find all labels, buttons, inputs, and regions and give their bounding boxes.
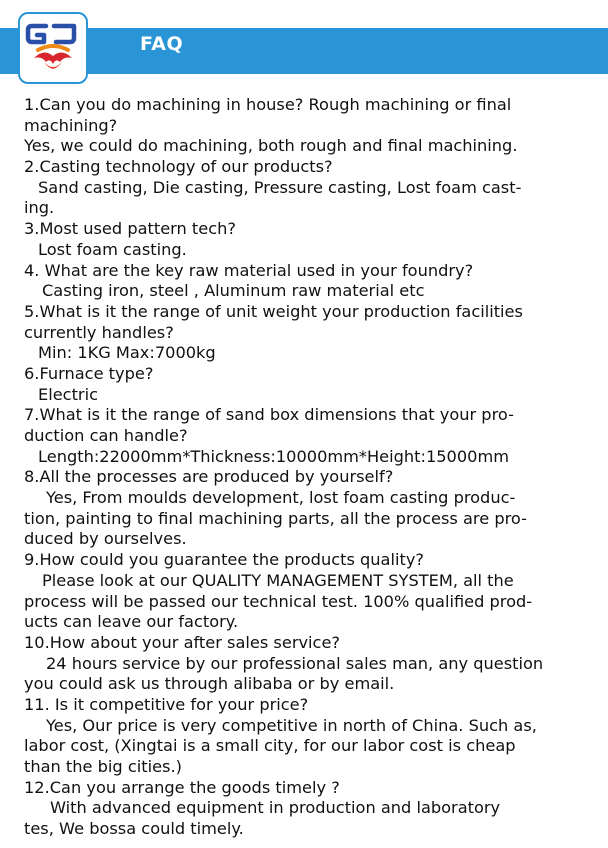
- faq-answer: you could ask us through alibaba or by email.: [24, 674, 395, 694]
- faq-question: 1.Can you do machining in house? Rough machining or final: [24, 95, 512, 114]
- faq-answer: Lost foam casting.: [38, 239, 187, 259]
- faq-question: 7.What is it the range of sand box dimensions that your pro-: [24, 405, 514, 425]
- page-title: FAQ: [140, 33, 184, 55]
- faq-question: 6.Furnace type?: [24, 363, 154, 383]
- company-logo-icon: [20, 14, 86, 82]
- faq-answer: Yes, Our price is very competitive in north of China. Such as,: [46, 715, 537, 735]
- faq-answer: duced by ourselves.: [24, 529, 187, 549]
- faq-question: 3.Most used pattern tech?: [24, 219, 236, 239]
- faq-answer: Length:22000mm*Thickness:10000mm*Height:15000mm: [38, 446, 509, 466]
- faq-question: machining?: [24, 115, 118, 135]
- header-banner: [0, 28, 608, 74]
- faq-answer: Electric: [38, 384, 98, 404]
- faq-answer: Please look at our QUALITY MANAGEMENT SYSTEM, all the: [42, 570, 514, 590]
- faq-question: 11. Is it competitive for your price?: [24, 694, 309, 714]
- logo-box: [18, 12, 88, 84]
- faq-question: 8.All the processes are produced by yourself?: [24, 467, 394, 487]
- faq-question: 2.Casting technology of our products?: [24, 157, 333, 177]
- faq-question: 4. What are the key raw material used in your foundry?: [24, 260, 474, 280]
- faq-question: duction can handle?: [24, 426, 188, 445]
- faq-answer: tes, We bossa could timely.: [24, 819, 244, 839]
- faq-answer: With advanced equipment in production and laboratory: [50, 798, 501, 818]
- faq-answer: Sand casting, Die casting, Pressure casting, Lost foam cast-: [38, 177, 522, 197]
- faq-answer: Casting iron, steel , Aluminum raw material etc: [42, 281, 425, 301]
- faq-answer: ucts can leave our factory.: [24, 612, 239, 632]
- faq-answer: than the big cities.): [24, 757, 182, 776]
- faq-question: currently handles?: [24, 322, 174, 342]
- faq-answer: 24 hours service by our professional sales man, any question: [46, 653, 544, 673]
- faq-question: 9.How could you guarantee the products quality?: [24, 550, 424, 570]
- faq-answer: Min: 1KG Max:7000kg: [38, 343, 216, 363]
- faq-answer: tion, painting to final machining parts, all the process are pro-: [24, 508, 527, 528]
- faq-answer: Yes, we could do machining, both rough and final machining.: [24, 136, 518, 156]
- faq-question: 10.How about your after sales service?: [24, 632, 341, 652]
- faq-answer: ing.: [24, 198, 55, 218]
- faq-question: 5.What is it the range of unit weight your production facilities: [24, 301, 523, 321]
- faq-content: [24, 95, 596, 840]
- faq-answer: Yes, From moulds development, lost foam casting produc-: [46, 488, 516, 508]
- faq-answer: process will be passed our technical test. 100% qualified prod-: [24, 591, 533, 611]
- faq-question: 12.Can you arrange the goods timely ?: [24, 777, 340, 797]
- faq-answer: labor cost, (Xingtai is a small city, for our labor cost is cheap: [24, 736, 516, 756]
